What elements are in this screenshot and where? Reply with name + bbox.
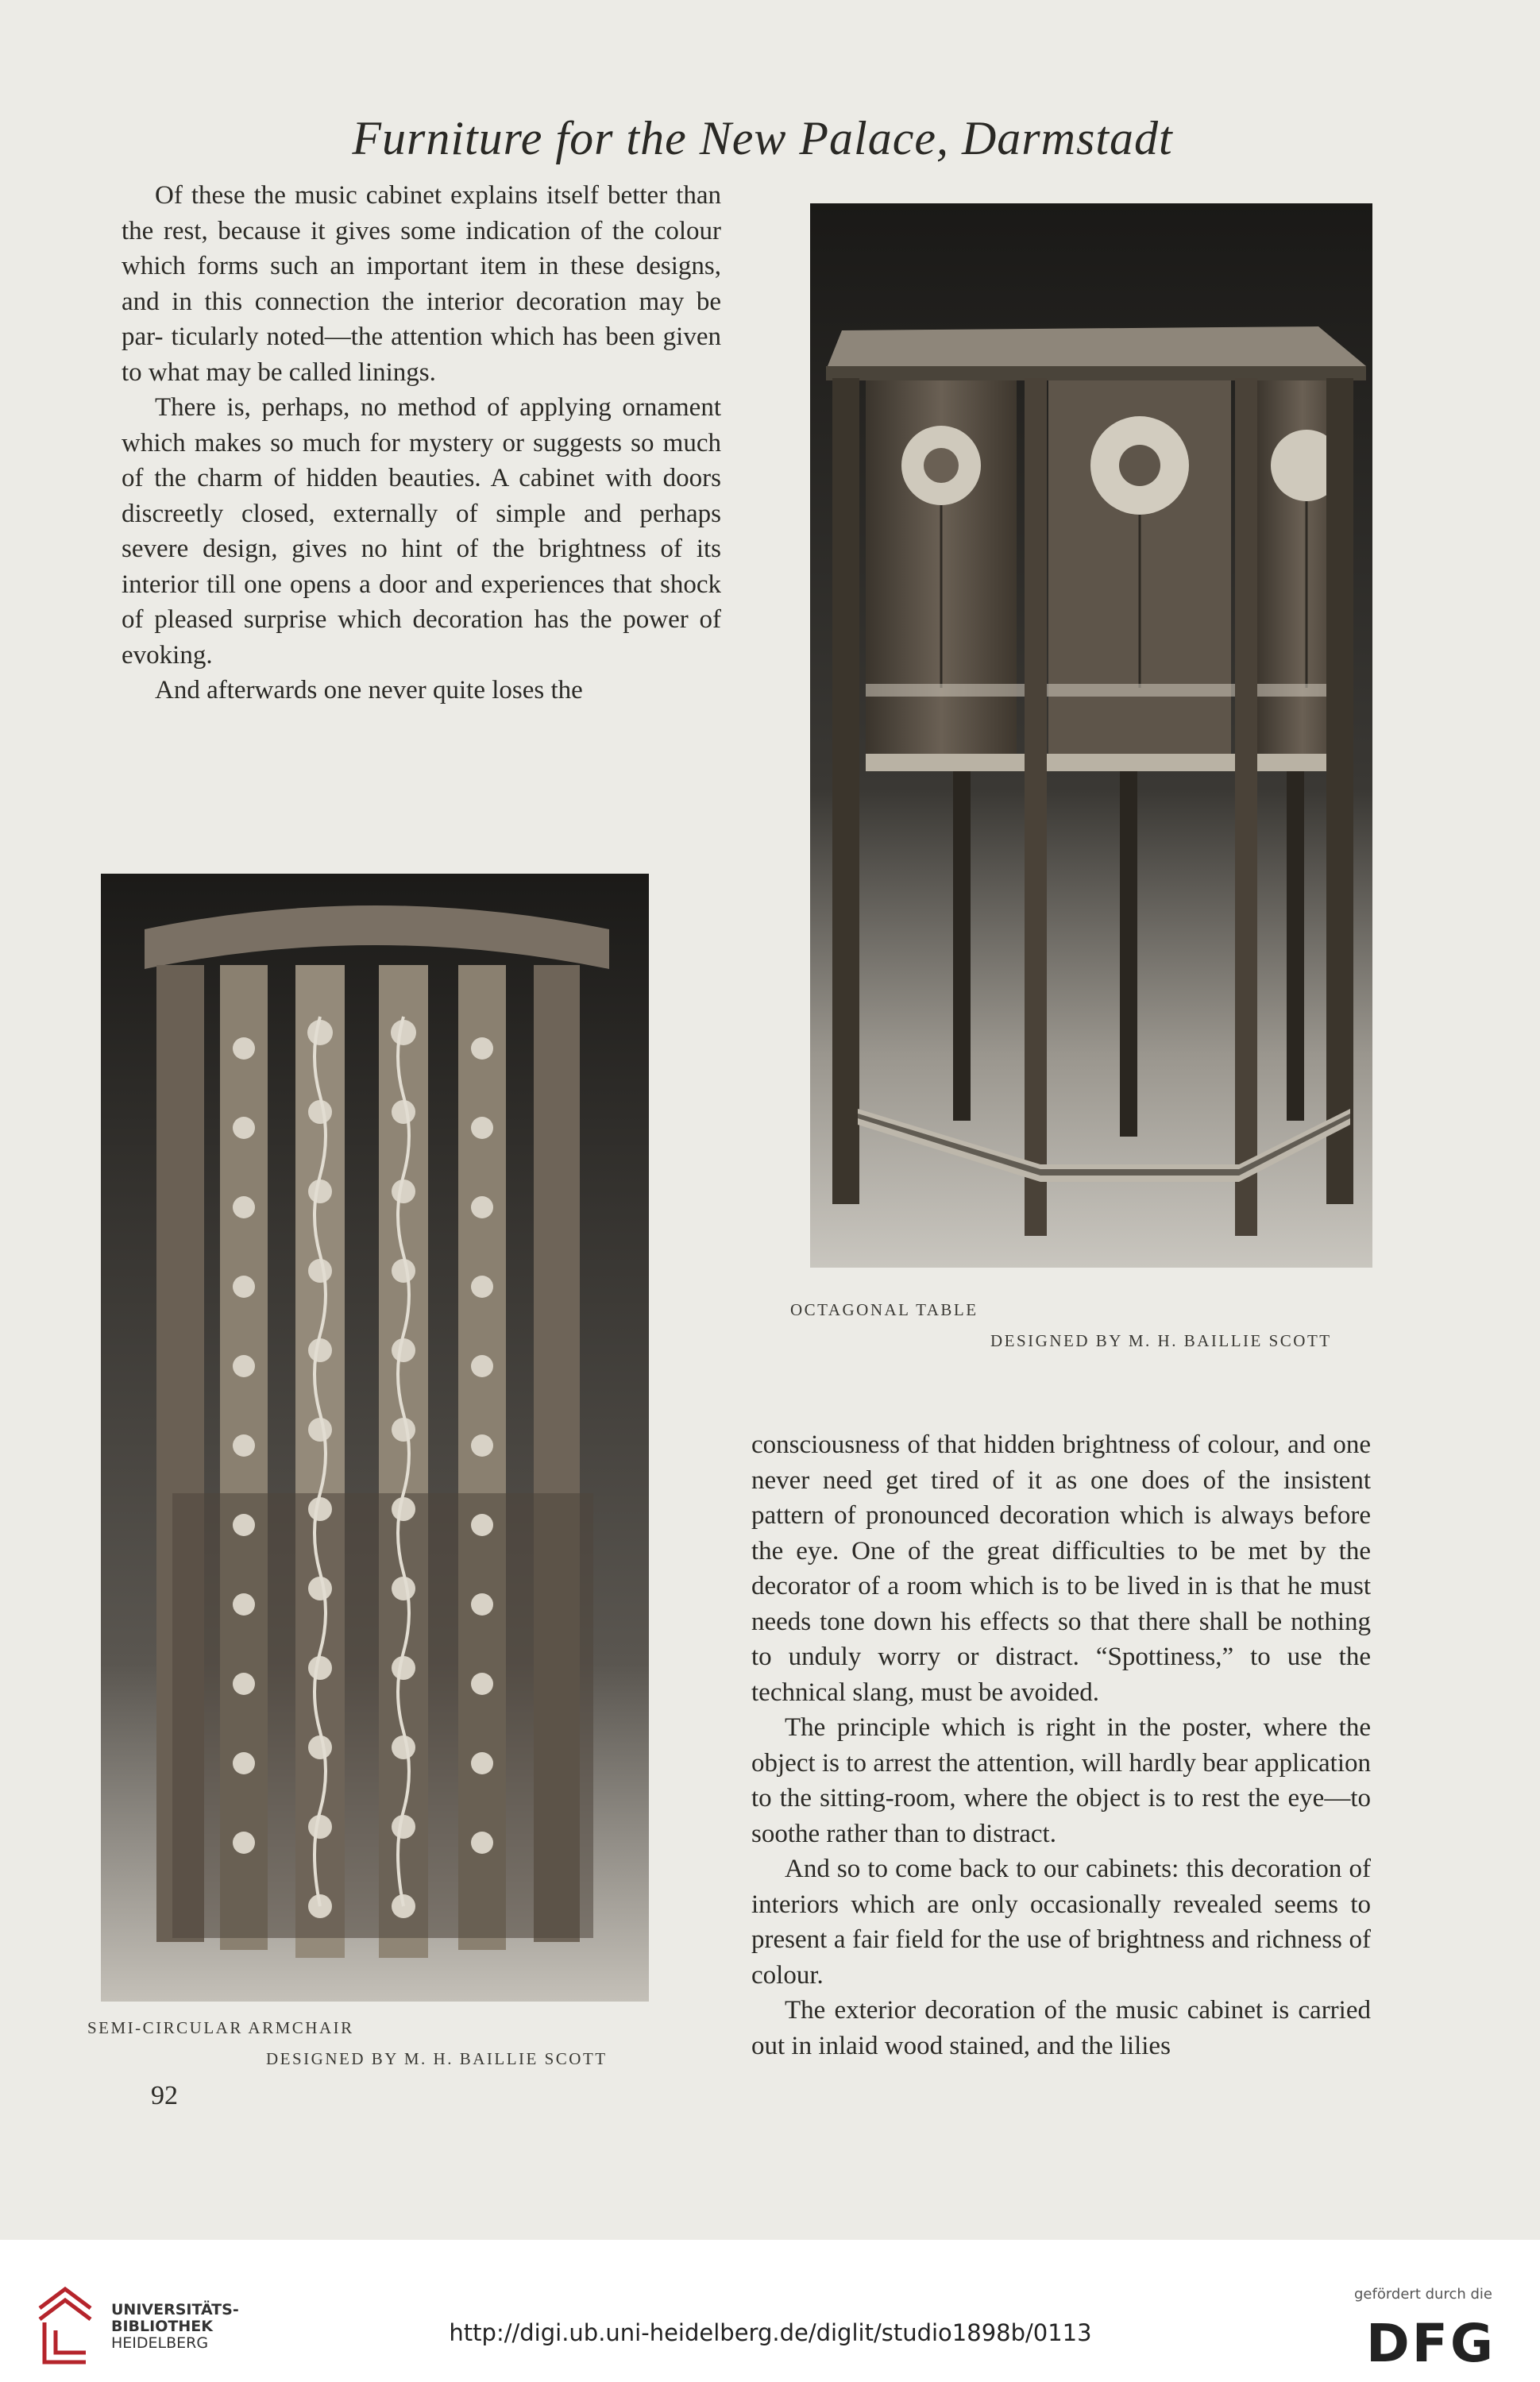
running-title: Furniture for the New Palace, Darmstadt	[352, 112, 1173, 164]
table-caption: OCTAGONAL TABLE	[790, 1300, 978, 1319]
paragraph: consciousness of that hidden brightness of colour, and one never need get tired of it as one does of the insistent pattern of pronounced decoration which is always before the eye. One of the great difficulties to be met by the decorator of a room which is to be lived in is that he must needs tone down his effects so that there shall be nothing to unduly worry or distract. “Spottiness,” to use the technical slang, must be avoided.	[751, 1430, 1371, 1707]
library-logo-icon	[33, 2284, 97, 2367]
table-credit: DESIGNED BY M. H. BAILLIE SCOTT	[990, 1331, 1332, 1350]
armchair-credit: DESIGNED BY M. H. BAILLIE SCOTT	[266, 2049, 608, 2068]
paragraph: The exterior decoration of the music cabinet is carried out in inlaid wood stained, and the lilies	[751, 1996, 1371, 2060]
library-name	[111, 2302, 239, 2352]
armchair-caption: SEMI-CIRCULAR ARMCHAIR	[87, 2018, 354, 2037]
semi-circular-armchair-photo	[101, 874, 649, 2002]
library-line: BIBLIOTHEK	[111, 2318, 213, 2335]
paragraph: And afterwards one never quite loses the	[155, 676, 583, 705]
paragraph: The principle which is right in the poster, where the object is to arrest the attention, will hardly bear application to the sitting-room, where the object is to rest the eye—to soothe rather than to distract.	[751, 1713, 1371, 1848]
paragraph: Of these the music cabinet explains itself better than the rest, because it gives some indication of the colour which forms such an important item in these designs, and in this connection the interior decoration may be par- ticularly noted—the attention which has been given to what may be called linings.	[122, 181, 721, 387]
library-line: UNIVERSITÄTS-	[111, 2301, 239, 2318]
paragraph: There is, perhaps, no method of applying ornament which makes so much for mystery or suggests so much of the charm of hidden beauties. A cabinet with doors discreetly closed, externally of simple and perhaps severe design, gives no hint of the brightness of its interior till one opens a door and experiences that shock of pleased surprise which decoration has the power of evoking.	[122, 393, 721, 670]
dfg-logo: DFG	[1366, 2313, 1496, 2374]
page-number: 92	[151, 2081, 178, 2110]
library-line: HEIDELBERG	[111, 2334, 209, 2352]
paragraph: And so to come back to our cabinets: this decoration of interiors which are only occasionally revealed seems to present a fair field for the use of brightness and richness of colour.	[751, 1855, 1371, 1990]
permalink-url[interactable]: http://digi.ub.uni-heidelberg.de/diglit/studio1898b/0113	[449, 2319, 1092, 2346]
right-text-column	[751, 1427, 1371, 2063]
funding-note: gefördert durch die	[1354, 2286, 1492, 2303]
octagonal-table-photo	[810, 203, 1372, 1268]
left-text-column	[122, 178, 721, 708]
